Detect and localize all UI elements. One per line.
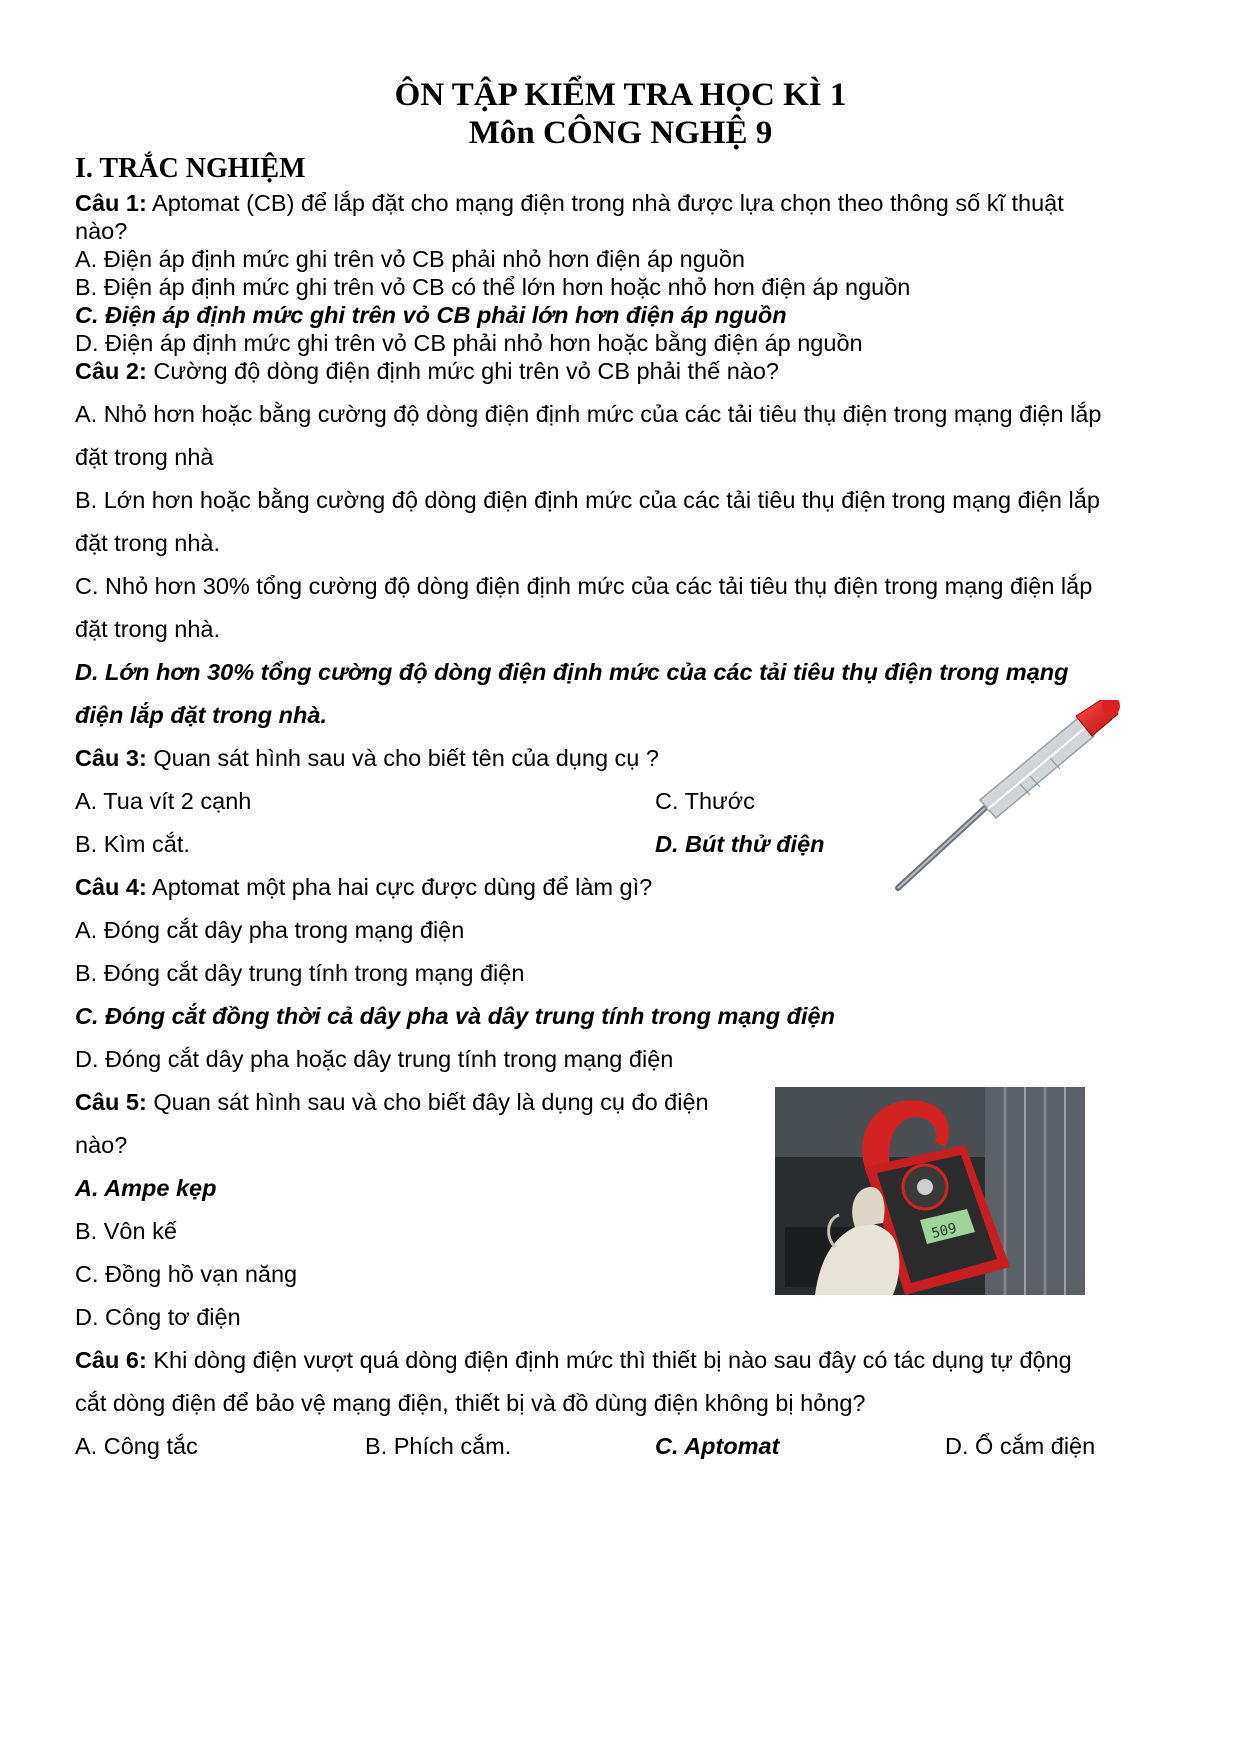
answer-4a: A. Đóng cắt dây pha trong mạng điện [75,917,465,943]
answer-5a-correct: A. Ampe kẹp [75,1175,217,1201]
answer-2d-correct: D. Lớn hơn 30% tổng cường độ dòng điện định mức của các tải tiêu thụ điện trong mạng [75,659,1069,685]
answer-6a: A. Công tắc [75,1433,198,1459]
answer-1c-correct: C. Điện áp định mức ghi trên vỏ CB phải lớn hơn điện áp nguồn [75,302,787,328]
answer-2a-cont: đặt trong nhà [75,444,214,470]
answer-3a: A. Tua vít 2 cạnh [75,788,252,814]
answer-1b: B. Điện áp định mức ghi trên vỏ CB có thể lớn hơn hoặc nhỏ hơn điện áp nguồn [75,274,911,300]
clamp-meter-image [775,1087,1085,1295]
answer-4d: D. Đóng cắt dây pha hoặc dây trung tính trong mạng điện [75,1046,674,1072]
question-number: Câu 6: [75,1347,147,1373]
answer-2c-cont: đặt trong nhà. [75,616,221,642]
answer-5c: C. Đồng hồ vạn năng [75,1261,298,1287]
question-text: Aptomat một pha hai cực được dùng để làm gì? [146,874,653,900]
answer-3c: C. Thước [655,788,755,814]
question-6-cont: cắt dòng điện để bảo vệ mạng điện, thiết bị và đồ dùng điện không bị hỏng? [75,1390,866,1416]
subject-title: Môn CÔNG NGHỆ 9 [468,115,773,151]
question-2 [75,357,779,385]
answer-6c-correct: C. Aptomat [655,1433,780,1459]
answer-5d: D. Công tơ điện [75,1304,241,1330]
question-text: Cường độ dòng điện định mức ghi trên vỏ CB phải thế nào? [146,358,779,384]
answer-6d: D. Ổ cắm điện [945,1433,1096,1459]
question-number: Câu 2: [75,358,147,384]
answer-5b: B. Vôn kế [75,1218,177,1244]
answer-3b: B. Kìm cắt. [75,831,190,857]
question-number: Câu 3: [75,745,147,771]
answer-1d: D. Điện áp định mức ghi trên vỏ CB phải nhỏ hơn hoặc bằng điện áp nguồn [75,330,863,356]
answer-2a: A. Nhỏ hơn hoặc bằng cường độ dòng điện định mức của các tải tiêu thụ điện trong mạng điện lắp [75,401,1102,427]
answer-1a: A. Điện áp định mức ghi trên vỏ CB phải nhỏ hơn điện áp nguồn [75,246,745,272]
question-5-cont: nào? [75,1132,128,1158]
answer-4c-correct: C. Đóng cắt đồng thời cả dây pha và dây trung tính trong mạng điện [75,1003,835,1029]
question-number: Câu 1: [75,190,147,216]
answer-2d-cont: điện lắp đặt trong nhà. [75,702,327,728]
question-3 [75,744,659,772]
question-4 [75,873,652,901]
answer-6b: B. Phích cắm. [365,1433,512,1459]
answer-3d-correct: D. Bút thử điện [655,831,825,857]
answer-2b: B. Lớn hơn hoặc bằng cường độ dòng điện định mức của các tải tiêu thụ điện trong mạng điện lắp [75,487,1100,513]
question-5 [75,1088,709,1116]
clamp-meter-display: 509 [929,1220,959,1243]
question-number: Câu 5: [75,1089,147,1115]
answer-4b: B. Đóng cắt dây trung tính trong mạng điện [75,960,525,986]
question-text: Aptomat (CB) để lắp đặt cho mạng điện trong nhà được lựa chọn theo thông số kĩ thuật [146,190,1064,216]
section-heading: I. TRẮC NGHIỆM [75,153,306,184]
question-6 [75,1346,1072,1374]
question-1-cont: nào? [75,218,128,244]
answer-2c: C. Nhỏ hơn 30% tổng cường độ dòng điện định mức của các tải tiêu thụ điện trong mạng điện lắp [75,573,1093,599]
voltage-tester-pen-image [880,700,1140,900]
question-1 [75,189,1064,217]
question-text: Khi dòng điện vượt quá dòng điện định mức thì thiết bị nào sau đây có tác dụng tự động [146,1347,1072,1373]
page-title: ÔN TẬP KIỂM TRA HỌC KÌ 1 [394,77,847,113]
question-number: Câu 4: [75,874,147,900]
question-text: Quan sát hình sau và cho biết tên của dụng cụ ? [146,745,659,771]
answer-2b-cont: đặt trong nhà. [75,530,221,556]
question-text: Quan sát hình sau và cho biết đây là dụng cụ đo điện [146,1089,709,1115]
